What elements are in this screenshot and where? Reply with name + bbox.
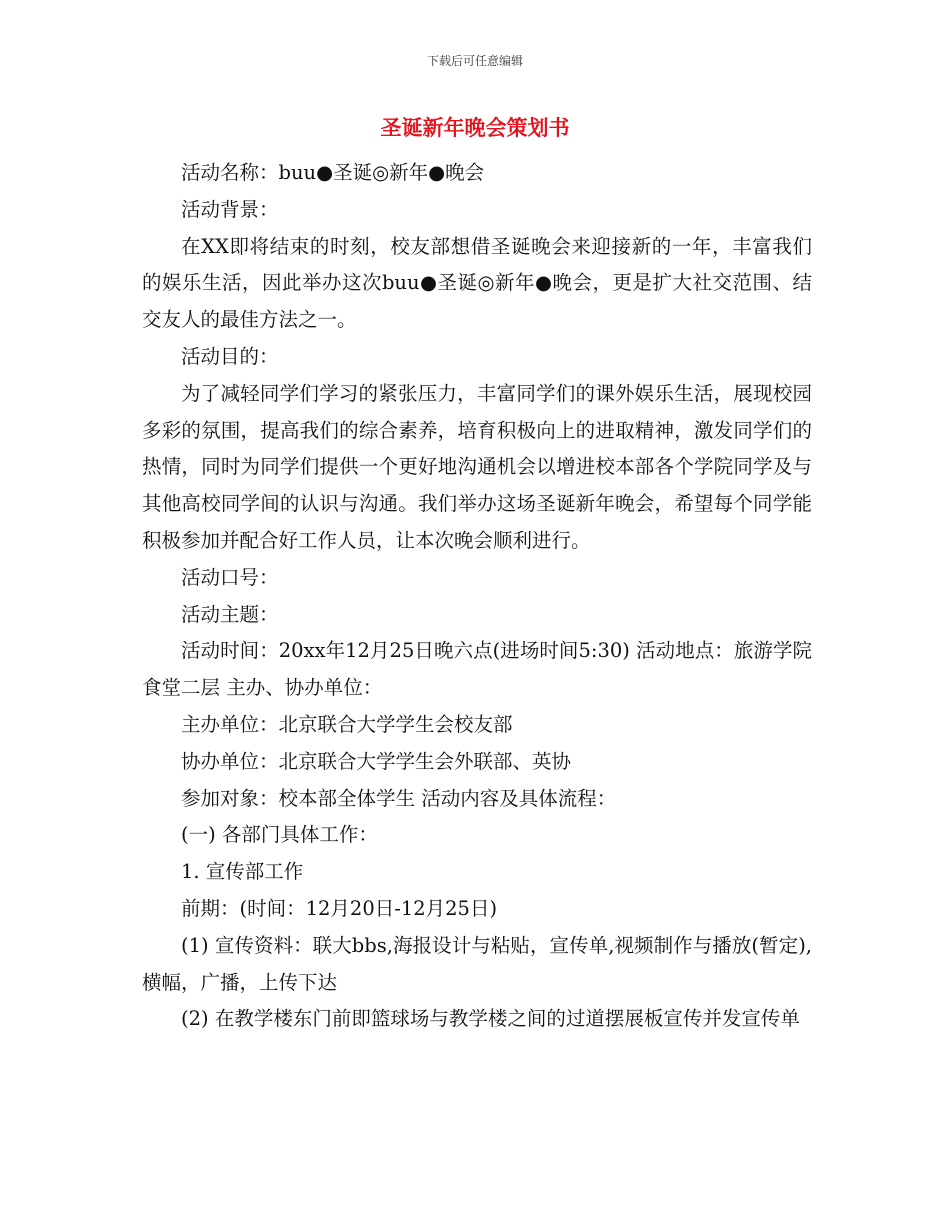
- document-body: [142, 155, 812, 1038]
- paragraph-purpose-heading: 活动目的：: [181, 344, 279, 368]
- paragraph-item-1: (1) 宣传资料：联大bbs,海报设计与粘贴，宣传单,视频制作与播放(暂定),横幅，广播，上传下达: [142, 933, 812, 994]
- paragraph-section-1: (一) 各部门具体工作：: [181, 823, 378, 847]
- paragraph-publicity-heading: 1. 宣传部工作: [181, 860, 304, 884]
- paragraph-theme: 活动主题：: [181, 602, 279, 626]
- paragraph-time-location: 活动时间：20xx年12月25日晚六点(进场时间5:30) 活动地点：旅游学院食堂二层 主办、协办单位：: [142, 639, 812, 700]
- page-header-note: 下载后可任意编辑: [426, 54, 523, 68]
- paragraph-background-heading: 活动背景：: [181, 197, 279, 221]
- paragraph-item-2: (2) 在教学楼东门前即篮球场与教学楼之间的过道摆展板宣传并发宣传单: [181, 1007, 800, 1031]
- paragraph-early-stage: 前期：(时间：12月20日-12月25日): [181, 896, 498, 920]
- paragraph-participants: 参加对象：校本部全体学生 活动内容及具体流程：: [181, 786, 617, 810]
- document-title: 圣诞新年晚会策划书: [380, 115, 570, 140]
- paragraph-purpose: 为了减轻同学们学习的紧张压力，丰富同学们的课外娱乐生活，展现校园多彩的氛围，提高我们的综合素养，培育积极向上的进取精神，激发同学们的热情，同时为同学们提供一个更好地沟通机会以增进校本部各个学院同学及与其他高校同学间的认识与沟通。我们举办这场圣诞新年晚会，希望每个同学能积极参加并配合好工作人员，让本次晚会顺利进行。: [142, 381, 812, 552]
- paragraph-background: 在XX即将结束的时刻，校友部想借圣诞晚会来迎接新的一年，丰富我们的娱乐生活，因此举办这次buu●圣诞◎新年●晚会，更是扩大社交范围、结交友人的最佳方法之一。: [142, 234, 812, 332]
- paragraph-slogan: 活动口号：: [181, 565, 279, 589]
- paragraph-co-host: 协办单位：北京联合大学学生会外联部、英协: [181, 749, 572, 773]
- paragraph-activity-name: 活动名称：buu●圣诞◎新年●晚会: [181, 161, 485, 184]
- paragraph-host: 主办单位：北京联合大学学生会校友部: [181, 712, 513, 736]
